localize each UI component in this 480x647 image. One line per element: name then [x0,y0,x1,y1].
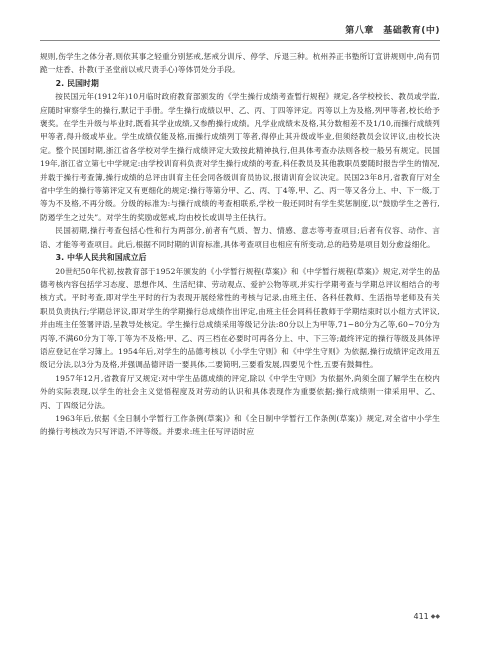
paragraph: 1957年12月,省教育厅又规定:对中学生品德成绩的评定,除以《中学生守则》为依据外,尚须全面了解学生在校内外的实际表现,以学生的社会主义觉悟程度及对劳动的认识和具体表现作为重要依据;操行成绩则一律采用甲、乙、丙、丁四级记分法。 [40,373,440,410]
page-footer [40,612,440,621]
paragraph: 按民国元年(1912年)10月临时政府教育部颁发的《学生操行成绩考查暂行规程》规定,各学校校长、教员或学监,应随时审察学生的操行,默记于手册。学生操行成绩以甲、乙、丙、丁四等评定。丙等以上为及格,列甲等者,校长给予褒奖。在学生升级与毕业时,既看其学业成绩,又参酌操行成绩。凡学业成绩未及格,其分数相差不及1/10,而操行成绩列甲等者,得升级或毕业。学生成绩仅能及格,而操行成绩列丁等者,得停止其升级或毕业,但须经教员会议评议,由校长决定。整个民国时期,浙江省各学校对学生操行成绩评定大致按此精神执行,但具体考查办法则各校一般另有规定。民国19年,浙江省立第七中学规定:由学校训育科负责对学生操行成绩的考查,科任教员及其他教职员要随时报告学生的情况,并载于操行考查簿,操行成绩的总评由训育主任会同各级训育员协议,报请训育会议决定。民国23年8月,省教育厅对全省中学生的操行等第评定又有更细化的规定:操行等第分甲、乙、丙、丁4等,甲、乙、丙一等又各分上、中、下一级,丁等为不及格,不再分级。分级的标准为:与操行成绩的考查相联系,学校一般还同时有学生奖惩制度,以“鼓励学生之善行,防遏学生之过失”。对学生的奖励或惩戒,均由校长或训导主任执行。 [40,92,440,222]
chapter-title: 第八章 基础教育(中) [345,26,440,36]
page-ornament: ◆◆ [430,613,440,620]
section-heading: 2. 民国时期 [55,78,99,88]
running-header [40,20,440,41]
paragraph: 规则,伤学生之体分者,则依其事之轻重分别惩戒,惩戒分训斥、停学、斥退三种。杭州养正书塾所订宣讲规则中,尚有罚跪一炷香、扑教(于圣堂前以戒尺责手心)等体罚处分手段。 [40,52,440,75]
page-number: 411 [413,612,429,621]
paragraph: 1963年后,依据《全日制小学暂行工作条例(草案)》和《全日制中学暂行工作条例(草案)》规定,对全省中小学生的操行考核改为只写评语,不评等级。并要求:班主任写评语时应 [40,413,440,437]
paragraph: 民国初期,操行考查包括心性和行为两部分,前者有气质、智力、情感、意志等考查项目;后者有仪容、动作、言语、才能等考查项目。此后,根据不同时期的训育标准,具体考查项目也相应有所变动,总的趋势是项目划分愈益细化。 [40,226,440,249]
paragraph: 20世纪50年代初,按教育部于1952年颁发的《小学暂行规程(草案)》和《中学暂行规程(草案)》规定,对学生的品德考核内容包括学习态度、思想作风、生活纪律、劳动观点、爱护公物等项,并实行学期考查与学期总评议相结合的考核方式。平时考查,即对学生平时的行为表现开展经常性的考核与记录,由班主任、各科任教师、生活指导老师及有关职员负责执行;学期总评议,即对学生的学期操行总成绩作出评定,由班主任会同科任教师于学期结束时以小组方式评议,并由班主任签署评语,呈教导处核定。学生操行总成绩采用等级记分法:80分以上为甲等,71~80分为乙等,60~70分为丙等,不满60分为丁等,丁等为不及格;甲、乙、丙三档在必要时可再各分上、中、下三等;最终评定的操行等级及具体评语应登记在学习簿上。1954年后,对学生的品德考核以《小学生守则》和《中学生守则》为依据,操行成绩评定改用五级记分法,以3分为及格,并强调品德评语一要具体,二要简明,三要看发展,四要见个性,五要有鼓舞性。 [40,266,440,370]
body-text [40,50,440,439]
section-heading: 3. 中华人民共和国成立后 [55,253,147,263]
